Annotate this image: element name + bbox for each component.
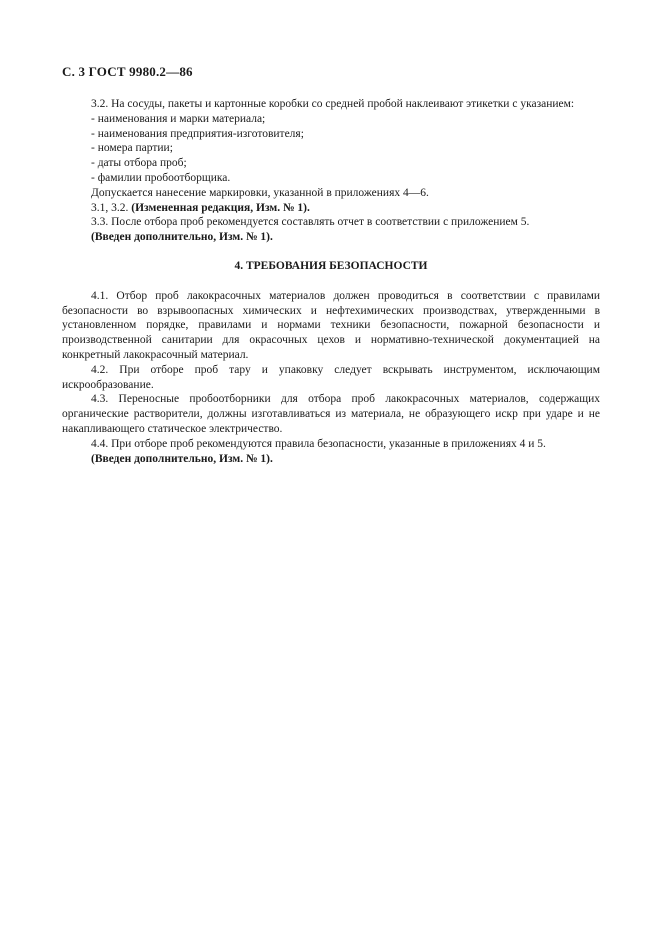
list-item: - наименования предприятия-изготовителя; xyxy=(91,127,304,140)
clause-4-1: 4.1. Отбор проб лакокрасочных материалов должен проводиться в соответствии с правилами безопасности во взрывоопасных химических и нефтехимических производствах, утвержденными в установленном порядке, правилами и нормами техники безопасности, пожарной безопасности и производственной санитарии для окрасочных цехов и нормативно-технической документацией на конкретный лакокрасочный материал. xyxy=(62,289,600,361)
list-item: - наименования и марки материала; xyxy=(91,112,266,125)
amendment-refs: 3.1, 3.2. xyxy=(91,201,129,214)
document-body xyxy=(62,97,600,466)
clause-4-4: 4.4. При отборе проб рекомендуются правила безопасности, указанные в приложениях 4 и 5. xyxy=(91,437,546,450)
clause-4-2: 4.2. При отборе проб тару и упаковку следует вскрывать инструментом, исключающим искрообразование. xyxy=(62,363,600,391)
list-item: - фамилии пробоотборщика. xyxy=(91,171,231,184)
amendment-note: (Измененная редакция, Изм. № 1). xyxy=(131,201,310,214)
amendment-line xyxy=(62,201,600,216)
clause-4-4-note: (Введен дополнительно, Изм. № 1). xyxy=(91,452,273,465)
clause-3-3: 3.3. После отбора проб рекомендуется составлять отчет в соответствии с приложением 5. xyxy=(91,216,530,229)
clause-3-3-note: (Введен дополнительно, Изм. № 1). xyxy=(91,231,273,244)
marking-allowed-note: Допускается нанесение маркировки, указанной в приложениях 4—6. xyxy=(91,186,429,199)
section-4-title: 4. ТРЕБОВАНИЯ БЕЗОПАСНОСТИ xyxy=(234,259,428,272)
clause-3-2: 3.2. На сосуды, пакеты и картонные коробки со средней пробой наклеивают этикетки с указанием: xyxy=(91,98,575,110)
page-header: С. 3 ГОСТ 9980.2—86 xyxy=(62,64,193,79)
list-item: - даты отбора проб; xyxy=(91,157,187,170)
list-item: - номера партии; xyxy=(91,142,173,155)
clause-4-3: 4.3. Переносные пробоотборники для отбора проб лакокрасочных материалов, содержащих органические растворители, должны изготавливаться из материала, не образующего искр при ударе и не накапливающего статическое электричество. xyxy=(62,393,600,435)
